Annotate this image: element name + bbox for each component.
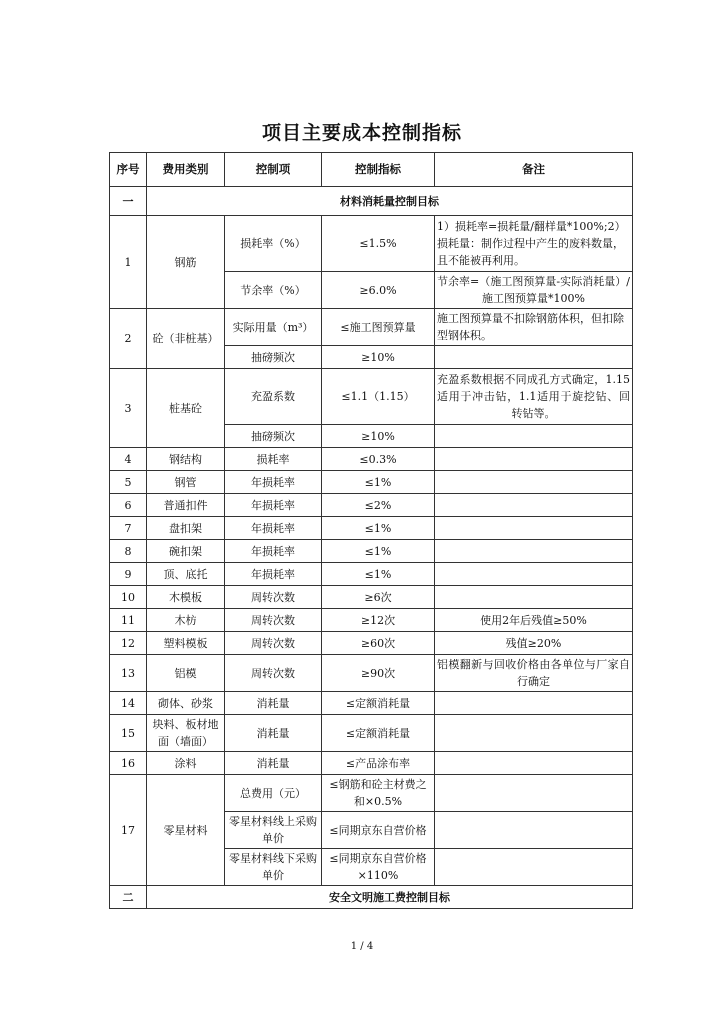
table-row (110, 369, 633, 425)
table-row (110, 586, 633, 609)
table-row (110, 494, 633, 517)
section-no: 二 (110, 886, 147, 909)
row-no: 7 (110, 517, 147, 540)
row-index: ≤定额消耗量 (322, 715, 435, 752)
row-no: 6 (110, 494, 147, 517)
row-category: 钢管 (147, 471, 225, 494)
row-item: 周转次数 (225, 655, 322, 692)
row-no: 3 (110, 369, 147, 448)
row-category: 块料、板材地面（墙面） (147, 715, 225, 752)
row-index: ≤1% (322, 517, 435, 540)
row-category: 木枋 (147, 609, 225, 632)
row-category: 钢筋 (147, 216, 225, 309)
row-remark (435, 692, 633, 715)
row-index: ≥6次 (322, 586, 435, 609)
row-item: 充盈系数 (225, 369, 322, 425)
row-remark: 铝模翻新与回收价格由各单位与厂家自行确定 (435, 655, 633, 692)
page-number: 1 / 4 (350, 941, 374, 952)
row-category: 顶、底托 (147, 563, 225, 586)
row-item: 损耗率（%） (225, 216, 322, 272)
row-remark (435, 346, 633, 369)
row-item: 实际用量（m³） (225, 309, 322, 346)
table-row (110, 563, 633, 586)
row-remark: 残值≥20% (435, 632, 633, 655)
row-index: ≤1% (322, 540, 435, 563)
row-no: 13 (110, 655, 147, 692)
row-index: ≥10% (322, 346, 435, 369)
row-remark (435, 471, 633, 494)
row-item: 抽磅频次 (225, 425, 322, 448)
row-index: ≤钢筋和砼主材费之和×0.5% (322, 775, 435, 812)
table-row (110, 517, 633, 540)
row-index: ≤施工图预算量 (322, 309, 435, 346)
row-item: 年损耗率 (225, 563, 322, 586)
row-index: ≤0.3% (322, 448, 435, 471)
row-remark: 充盈系数根据不同成孔方式确定，1.15适用于冲击钻，1.1适用于旋挖钻、回转钻等。 (435, 369, 633, 425)
row-item: 总费用（元） (225, 775, 322, 812)
header-index: 控制指标 (322, 153, 435, 187)
cost-control-table (109, 152, 633, 909)
row-item: 年损耗率 (225, 494, 322, 517)
row-remark (435, 812, 633, 849)
row-item: 周转次数 (225, 609, 322, 632)
row-remark (435, 563, 633, 586)
table-row (110, 655, 633, 692)
row-category: 盘扣架 (147, 517, 225, 540)
section-row (110, 187, 633, 216)
row-remark: 施工图预算量不扣除钢筋体积，但扣除型钢体积。 (435, 309, 633, 346)
row-item: 消耗量 (225, 752, 322, 775)
header-remark: 备注 (435, 153, 633, 187)
table-header-row (110, 153, 633, 187)
row-no: 9 (110, 563, 147, 586)
row-category: 零星材料 (147, 775, 225, 886)
row-no: 5 (110, 471, 147, 494)
row-item: 周转次数 (225, 586, 322, 609)
row-category: 普通扣件 (147, 494, 225, 517)
header-no: 序号 (110, 153, 147, 187)
row-index: ≤1.1（1.15） (322, 369, 435, 425)
row-no: 14 (110, 692, 147, 715)
table-row (110, 540, 633, 563)
table-row (110, 448, 633, 471)
row-no: 17 (110, 775, 147, 886)
table-row (110, 309, 633, 346)
row-remark: 1）损耗率=损耗量/翻样量*100%;2）损耗量：制作过程中产生的废料数量，且不能被再利用。 (435, 216, 633, 272)
row-category: 桩基砼 (147, 369, 225, 448)
row-item: 年损耗率 (225, 517, 322, 540)
row-index: ≤同期京东自营价格×110% (322, 849, 435, 886)
row-index: ≤1% (322, 471, 435, 494)
section-label: 安全文明施工费控制目标 (147, 886, 633, 909)
table-row (110, 752, 633, 775)
row-index: ≤定额消耗量 (322, 692, 435, 715)
section-no: 一 (110, 187, 147, 216)
table-row (110, 216, 633, 272)
document-title: 项目主要成本控制指标 (261, 122, 462, 144)
row-remark (435, 586, 633, 609)
row-index: ≥6.0% (322, 272, 435, 309)
row-index: ≥60次 (322, 632, 435, 655)
row-remark: 使用2年后残值≥50% (435, 609, 633, 632)
row-no: 10 (110, 586, 147, 609)
table-row (110, 692, 633, 715)
row-category: 钢结构 (147, 448, 225, 471)
row-item: 节余率（%） (225, 272, 322, 309)
row-remark (435, 849, 633, 886)
row-remark (435, 517, 633, 540)
row-index: ≤1.5% (322, 216, 435, 272)
row-no: 2 (110, 309, 147, 369)
table-row (110, 715, 633, 752)
table-row (110, 609, 633, 632)
row-remark (435, 448, 633, 471)
row-index: ≤2% (322, 494, 435, 517)
row-index: ≥10% (322, 425, 435, 448)
row-remark (435, 540, 633, 563)
row-index: ≥12次 (322, 609, 435, 632)
row-no: 1 (110, 216, 147, 309)
row-remark (435, 425, 633, 448)
row-item: 损耗率 (225, 448, 322, 471)
row-item: 年损耗率 (225, 471, 322, 494)
row-item: 消耗量 (225, 715, 322, 752)
row-item: 零星材料线下采购单价 (225, 849, 322, 886)
table-row (110, 471, 633, 494)
row-index: ≥90次 (322, 655, 435, 692)
row-index: ≤1% (322, 563, 435, 586)
row-no: 16 (110, 752, 147, 775)
row-item: 消耗量 (225, 692, 322, 715)
row-remark (435, 715, 633, 752)
header-category: 费用类别 (147, 153, 225, 187)
row-remark (435, 752, 633, 775)
row-remark (435, 494, 633, 517)
section-row (110, 886, 633, 909)
row-no: 11 (110, 609, 147, 632)
table-row (110, 632, 633, 655)
row-category: 塑料模板 (147, 632, 225, 655)
row-no: 8 (110, 540, 147, 563)
row-item: 抽磅频次 (225, 346, 322, 369)
row-index: ≤产品涂布率 (322, 752, 435, 775)
row-category: 砼（非桩基） (147, 309, 225, 369)
row-item: 年损耗率 (225, 540, 322, 563)
header-item: 控制项 (225, 153, 322, 187)
section-label: 材料消耗量控制目标 (147, 187, 633, 216)
row-remark: 节余率=（施工图预算量-实际消耗量）/施工图预算量*100% (435, 272, 633, 309)
row-no: 15 (110, 715, 147, 752)
row-index: ≤同期京东自营价格 (322, 812, 435, 849)
row-item: 周转次数 (225, 632, 322, 655)
row-no: 4 (110, 448, 147, 471)
row-item: 零星材料线上采购单价 (225, 812, 322, 849)
row-category: 铝模 (147, 655, 225, 692)
row-category: 木模板 (147, 586, 225, 609)
row-category: 砌体、砂浆 (147, 692, 225, 715)
row-category: 涂料 (147, 752, 225, 775)
row-category: 碗扣架 (147, 540, 225, 563)
row-no: 12 (110, 632, 147, 655)
table-row (110, 775, 633, 812)
row-remark (435, 775, 633, 812)
